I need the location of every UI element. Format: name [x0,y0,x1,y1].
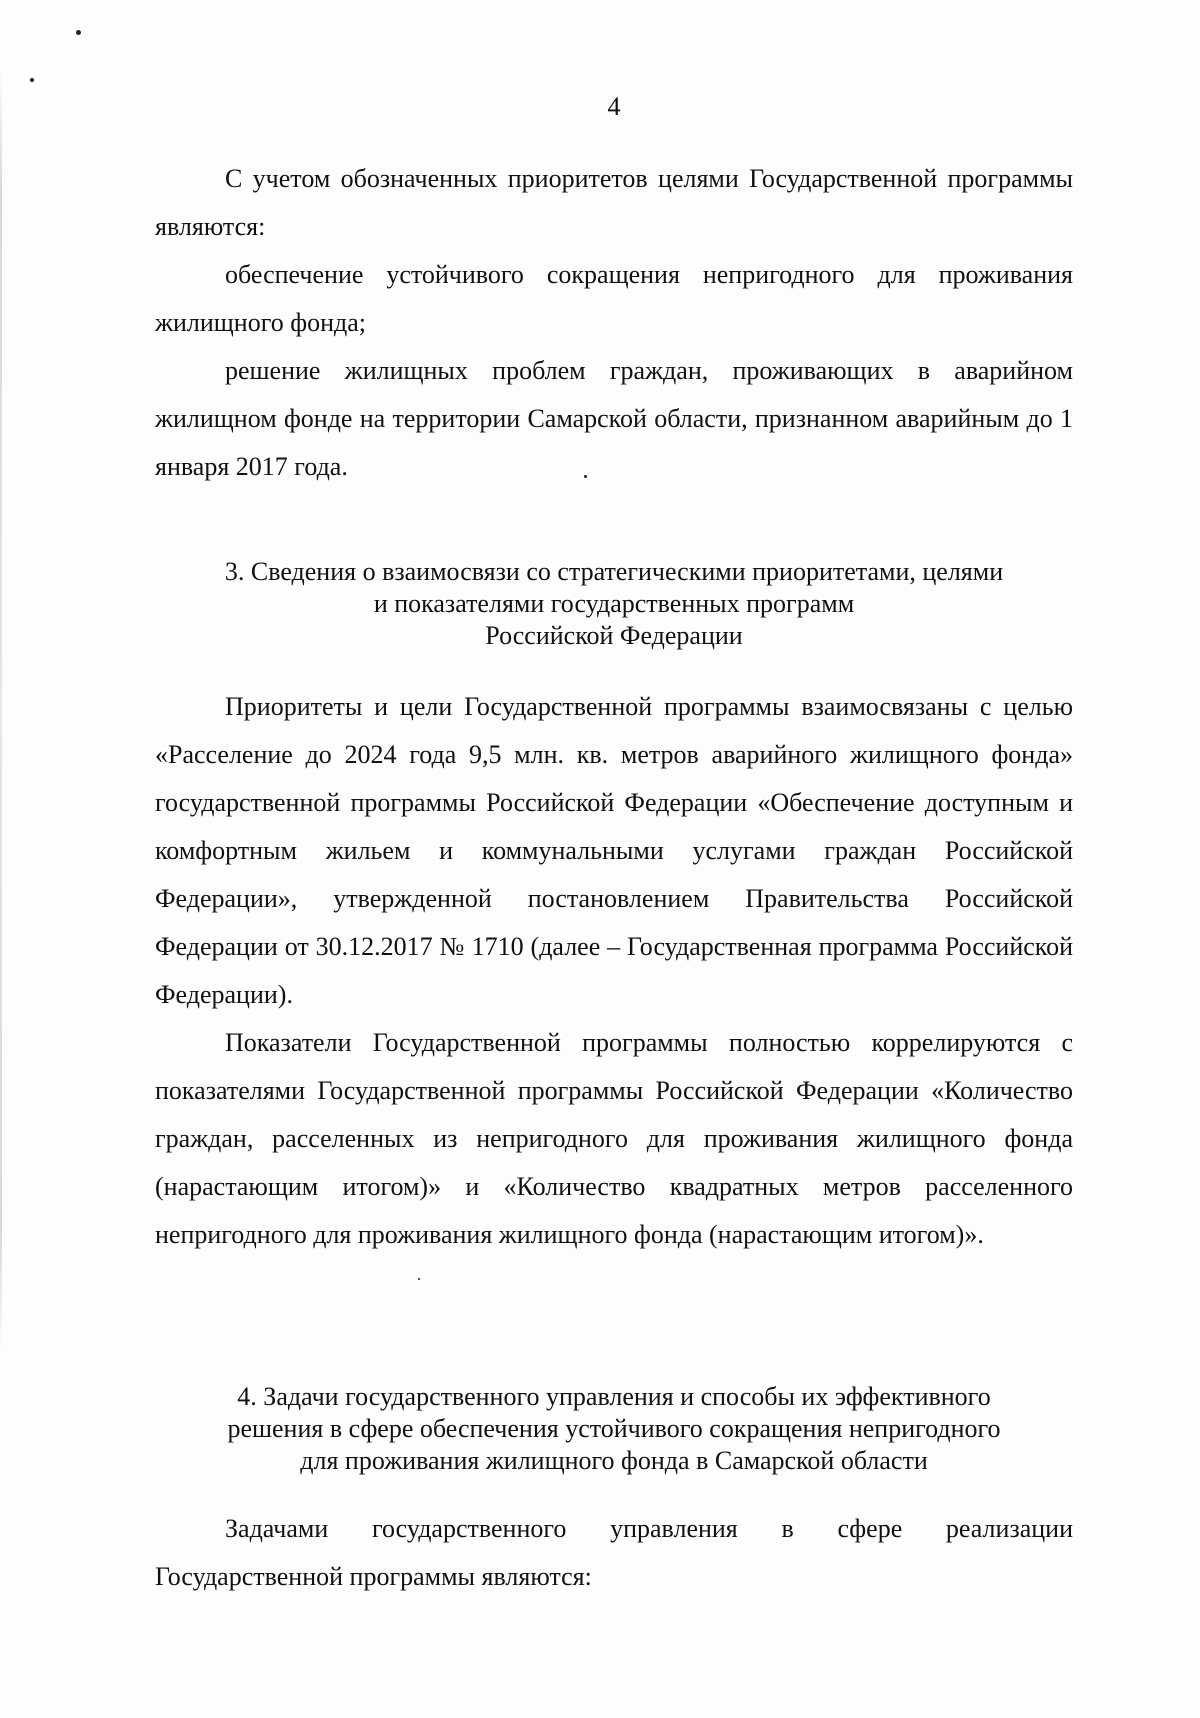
paragraph-goals-intro: С учетом обозначенных приоритетов целями Государственной программы являются: [155,164,1073,241]
section-3-body [155,683,1073,1259]
scan-speck [76,30,81,35]
scan-left-edge [0,60,2,1360]
scan-speck [418,1278,420,1280]
heading-line: и показателями государственных программ [373,589,855,618]
section-4-heading [155,1381,1073,1477]
section-3-heading [155,556,1073,652]
paragraph-goal-1: обеспечение устойчивого сокращения непригодного для проживания жилищного фонда; [155,260,1073,337]
paragraph-indicators: Показатели Государственной программы полностью коррелируются с показателями Государственной программы Российской Федерации «Количество граждан, расселенных из непригодного для проживания жилищного фонда (нарастающим итогом)» и «Количество квадратных метров расселенного непригодного для проживания жилищного фонда (нарастающим итогом)». [155,1028,1073,1249]
paragraph-tasks: Задачами государственного управления в сфере реализации Государственной программы являются: [155,1514,1073,1591]
intro-block [155,155,1073,491]
section-4-body [155,1505,1073,1601]
paragraph-goal-2: решение жилищных проблем граждан, проживающих в аварийном жилищном фонде на территории Самарской области, признанном аварийным до 1 января 2017 года. [155,356,1073,481]
page-number: 4 [607,92,621,121]
scan-speck [30,78,34,82]
heading-line: для проживания жилищного фонда в Самарской области [300,1446,928,1475]
paragraph-priorities: Приоритеты и цели Государственной программы взаимосвязаны с целью «Расселение до 2024 года 9,5 млн. кв. метров аварийного жилищного фонда» государственной программы Российской Федерации «Обеспечение доступным и комфортным жильем и коммунальными услугами граждан Российской Федерации», утвержденной постановлением Правительства Российской Федерации от 30.12.2017 № 1710 (далее – Государственная программа Российской Федерации). [155,692,1073,1009]
heading-line: решения в сфере обеспечения устойчивого сокращения непригодного [227,1414,1001,1443]
heading-line: 3. Сведения о взаимосвязи со стратегическими приоритетами, целями [224,557,1004,586]
heading-line: Российской Федерации [485,621,743,650]
heading-line: 4. Задачи государственного управления и способы их эффективного [237,1382,991,1411]
